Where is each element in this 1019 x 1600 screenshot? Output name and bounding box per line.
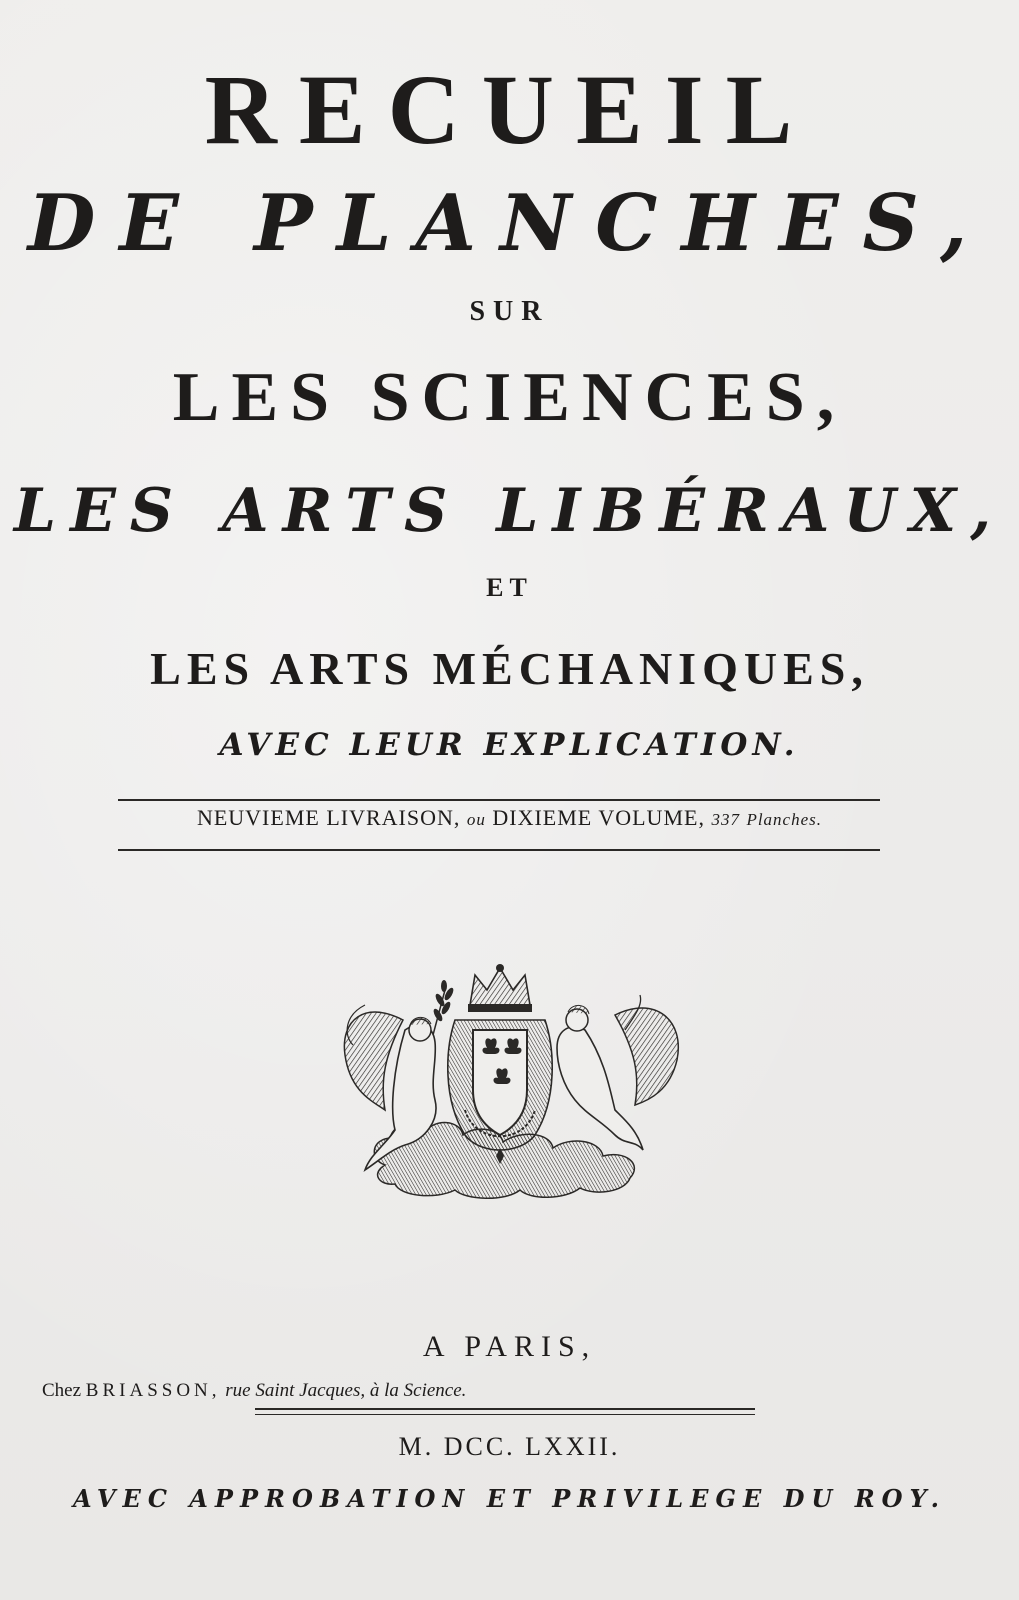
royal-arms-with-angels-icon xyxy=(325,960,695,1210)
title-les-arts-liberaux: LES ARTS LIBÉRAUX, xyxy=(13,476,1006,546)
imprint-rule-thin xyxy=(255,1414,755,1415)
livraison-text: NEUVIEME LIVRAISON, xyxy=(196,805,461,830)
imprint-place: A PARIS, xyxy=(422,1330,597,1363)
title-les-sciences: LES SCIENCES, xyxy=(172,359,847,436)
publisher-address: rue Saint Jacques, à la Science. xyxy=(225,1380,467,1401)
imprint-publisher-line xyxy=(42,1380,466,1402)
planches-text: Planches. xyxy=(746,810,823,829)
ou-text: ou xyxy=(466,810,486,829)
title-et: ET xyxy=(486,573,533,602)
volume-text: DIXIEME VOLUME, xyxy=(492,805,705,830)
imprint-rule-thick xyxy=(255,1408,755,1410)
title-sur: SUR xyxy=(469,296,550,327)
volume-rule-top xyxy=(118,799,880,801)
crown-icon xyxy=(468,964,532,1012)
title-avec-leur-explication: AVEC LEUR EXPLICATION. xyxy=(219,727,800,763)
publisher-name: BRIASSON, xyxy=(85,1380,221,1401)
title-de-planches: DE PLANCHES, xyxy=(27,178,992,269)
volume-rule-bottom xyxy=(118,849,880,851)
title-recueil: RECUEIL xyxy=(204,54,815,165)
imprint-date: M. DCC. LXXII. xyxy=(398,1432,621,1461)
chez-text: Chez xyxy=(42,1380,82,1401)
title-les-arts-mechaniques: LES ARTS MÉCHANIQUES, xyxy=(150,643,869,694)
plate-count: 337 xyxy=(711,810,740,829)
volume-statement xyxy=(0,805,1019,831)
imprint-privilege: AVEC APPROBATION ET PRIVILEGE DU ROY. xyxy=(73,1484,946,1513)
